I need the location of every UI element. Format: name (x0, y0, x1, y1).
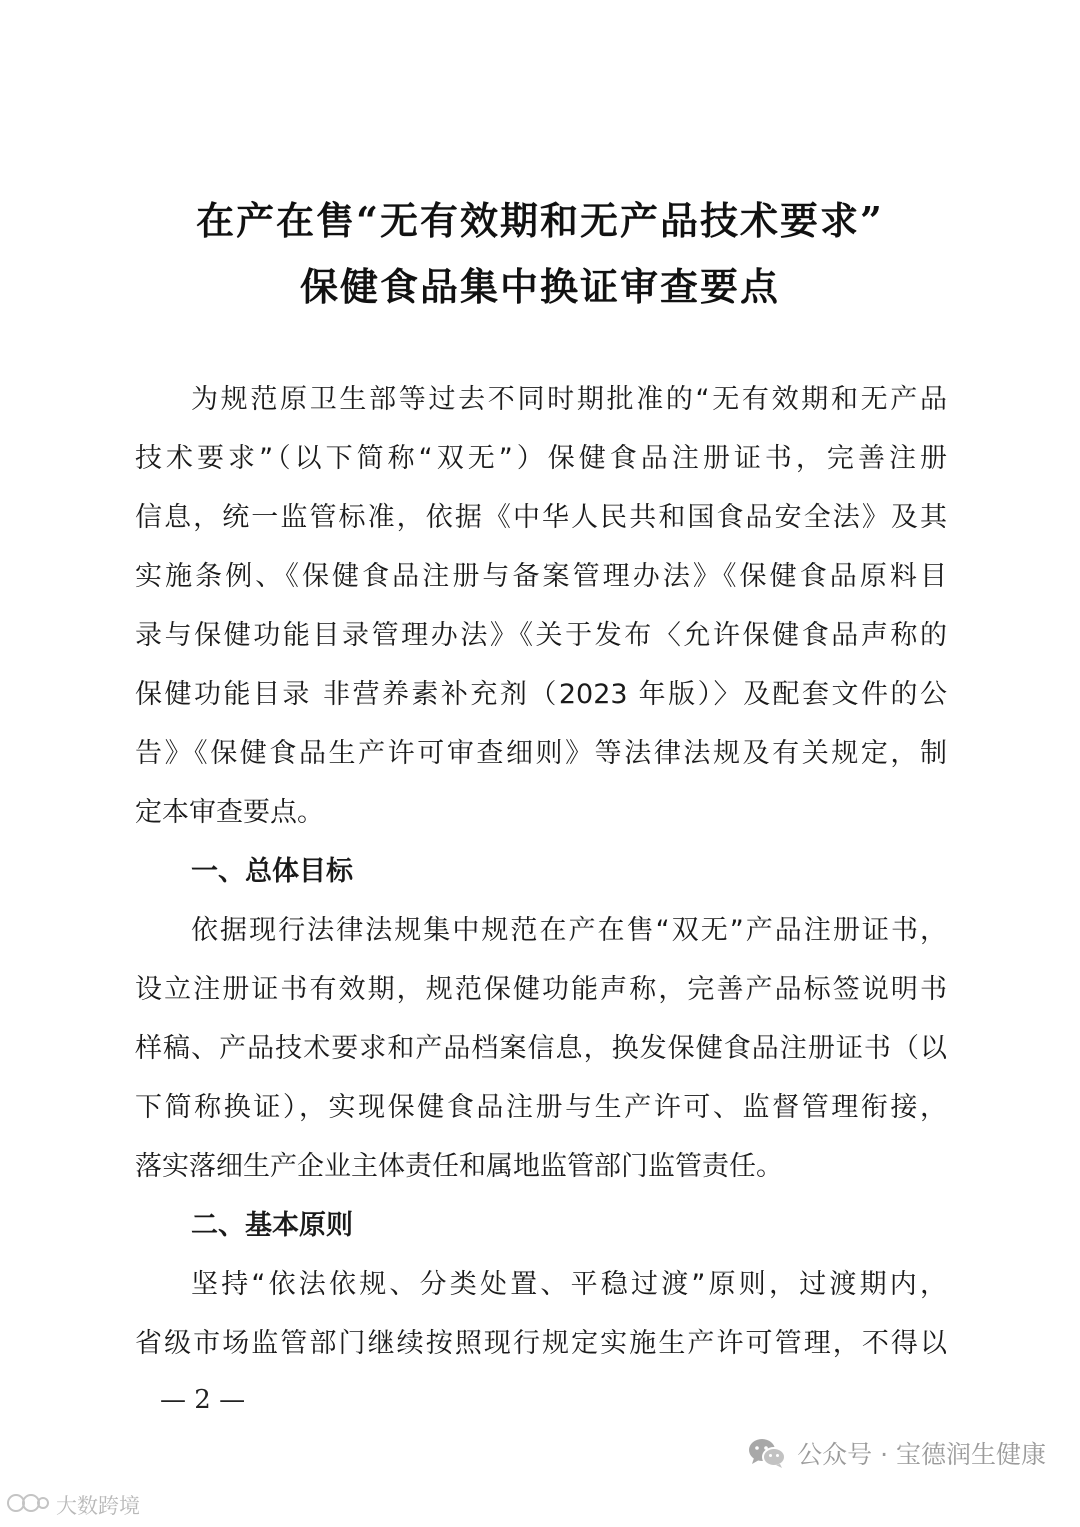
paragraph-line: 坚持“依法依规、分类处置、平稳过渡”原则，过渡期内， (191, 1269, 947, 1300)
section-heading-1: 一、总体目标 (191, 856, 353, 887)
paragraph-line: 设立注册证书有效期，规范保健功能声称，完善产品标签说明书 (135, 974, 947, 1005)
paragraph-line: 告》《保健食品生产许可审查细则》等法律法规及有关规定，制 (135, 738, 947, 769)
wechat-icon (747, 1437, 787, 1469)
document-title-line1: 在产在售“无有效期和无产品技术要求” (196, 198, 884, 243)
paragraph-line: 省级市场监管部门继续按照现行规定实施生产许可管理，不得以 (135, 1328, 947, 1359)
paragraph-line: 保健功能目录 非营养素补充剂（2023 年版）〉及配套文件的公 (135, 679, 947, 710)
brand-logo-icon (6, 1491, 50, 1520)
paragraph-line: 录与保健功能目录管理办法》《关于发布〈允许保健食品声称的 (135, 620, 947, 651)
document-body (135, 370, 947, 1373)
document-title-line2: 保健食品集中换证审查要点 (299, 264, 780, 309)
wechat-watermark (747, 1431, 1046, 1475)
paragraph-line: 实施条例、《保健食品注册与备案管理办法》《保健食品原料目 (135, 561, 947, 592)
corner-watermark (6, 1490, 140, 1520)
paragraph-line: 依据现行法律法规集中规范在产在售“双无”产品注册证书， (191, 915, 947, 946)
paragraph-line: 为规范原卫生部等过去不同时期批准的“无有效期和无产品 (191, 384, 947, 415)
paragraph-line: 技术要求”（以下简称“双无”）保健食品注册证书，完善注册 (135, 443, 947, 474)
paragraph-line: 下简称换证），实现保健食品注册与生产许可、监督管理衔接， (135, 1092, 947, 1123)
page-number: — 2 — (160, 1385, 246, 1415)
paragraph-line: 落实落细生产企业主体责任和属地监管部门监管责任。 (135, 1151, 783, 1182)
section-heading-2: 二、基本原则 (191, 1210, 353, 1241)
corner-watermark-label: 大数跨境 (56, 1494, 140, 1518)
paragraph-line: 定本审查要点。 (135, 797, 324, 828)
wechat-account-label: 公众号 · 宝德润生健康 (797, 1440, 1046, 1469)
paragraph-line: 样稿、产品技术要求和产品档案信息，换发保健食品注册证书（以 (135, 1033, 947, 1064)
paragraph-line: 信息，统一监管标准，依据《中华人民共和国食品安全法》及其 (135, 502, 947, 533)
